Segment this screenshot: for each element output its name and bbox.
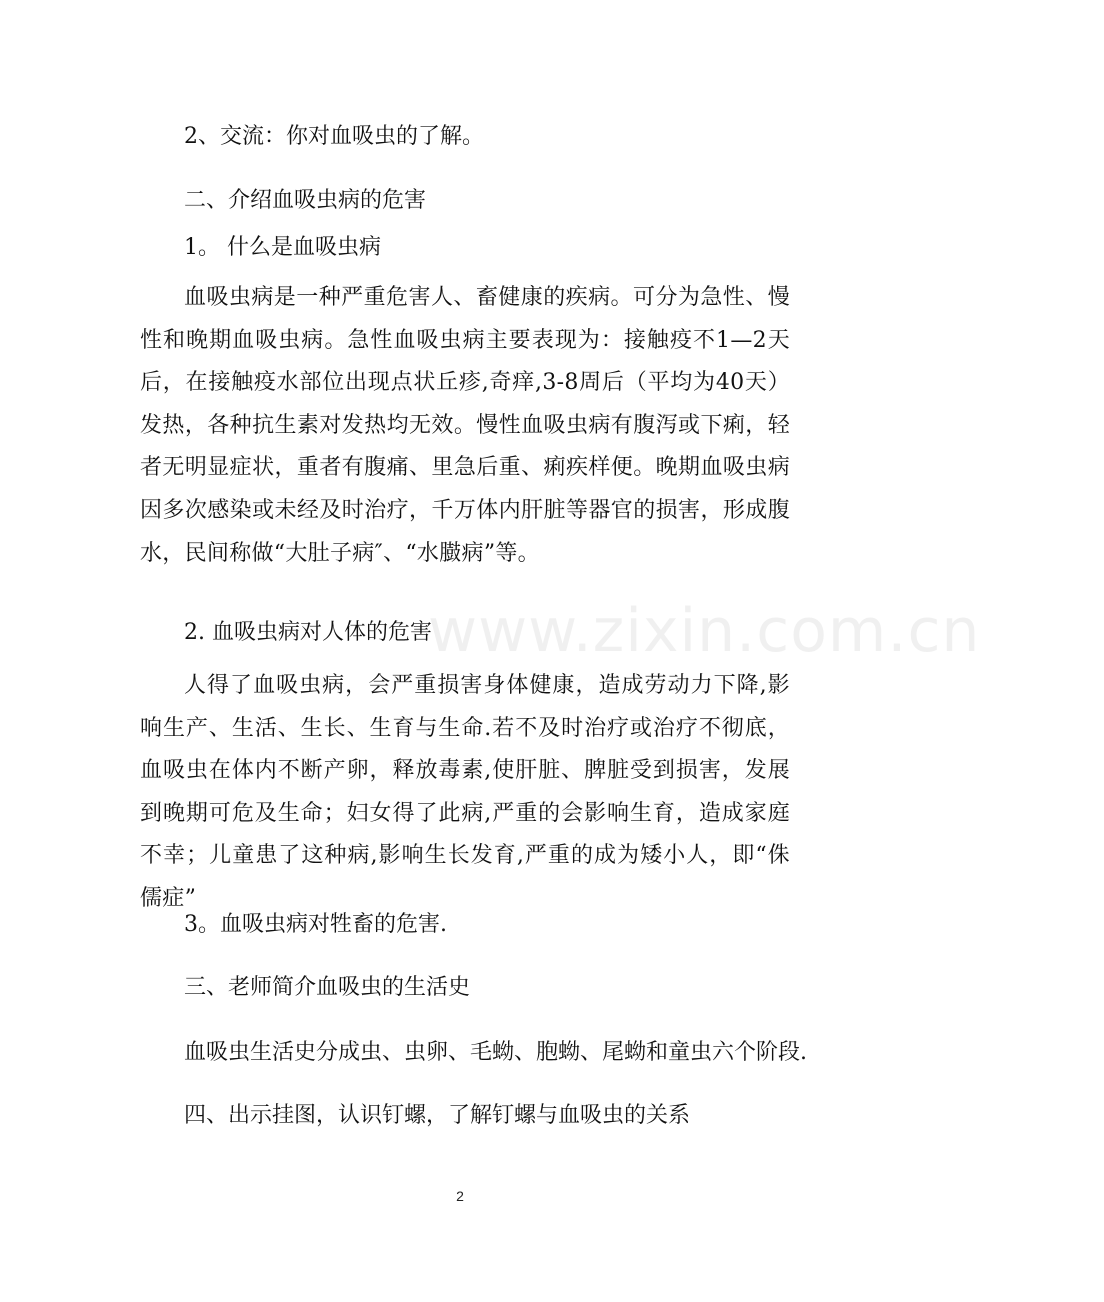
section-heading-2: 二、介绍血吸虫病的危害: [184, 188, 427, 213]
paragraph-life-cycle: 血吸虫生活史分成虫、虫卵、毛蚴、胞蚴、尾蚴和童虫六个阶段.: [184, 1040, 807, 1065]
subheading-what-is: 1。 什么是血吸虫病: [184, 235, 381, 260]
subheading-human-harm: 2. 血吸虫病对人体的危害: [184, 620, 432, 645]
page-number: 2: [456, 1188, 464, 1204]
section-heading-4: 四、出示挂图，认识钉螺，了解钉螺与血吸虫的关系: [184, 1103, 691, 1128]
subheading-livestock-harm: 3。血吸虫病对牲畜的危害.: [184, 912, 447, 937]
section-item-exchange: 2、交流：你对血吸虫的了解。: [184, 124, 484, 149]
paragraph-definition: 血吸虫病是一种严重危害人、畜健康的疾病。可分为急性、慢性和晚期血吸虫病。急性血吸虫病主要表现为：接触疫不1—2天后，在接触疫水部位出现点状丘疹,奇痒,3-8周后（平均为40天）发热，各种抗生素对发热均无效。慢性血吸虫病有腹泻或下痢，轻者无明显症状，重者有腹痛、里急后重、痢疾样便。晚期血吸虫病因多次感染或未经及时治疗，千万体内肝脏等器官的损害，形成腹水，民间称做“大肚子病″、“水臌病”等。: [140, 285, 790, 566]
watermark: www.zixin.com.cn: [428, 596, 981, 666]
paragraph-human-harm: 人得了血吸虫病，会严重损害身体健康，造成劳动力下降,影响生产、生活、生长、生育与生命.若不及时治疗或治疗不彻底，血吸虫在体内不断产卵，释放毒素,使肝脏、脾脏受到损害，发展到晚期可危及生命；妇女得了此病,严重的会影响生育，造成家庭不幸；儿童患了这种病,影响生长发育,严重的成为矮小人，即“侏儒症”: [140, 673, 790, 911]
section-heading-3: 三、老师简介血吸虫的生活史: [184, 975, 471, 1000]
